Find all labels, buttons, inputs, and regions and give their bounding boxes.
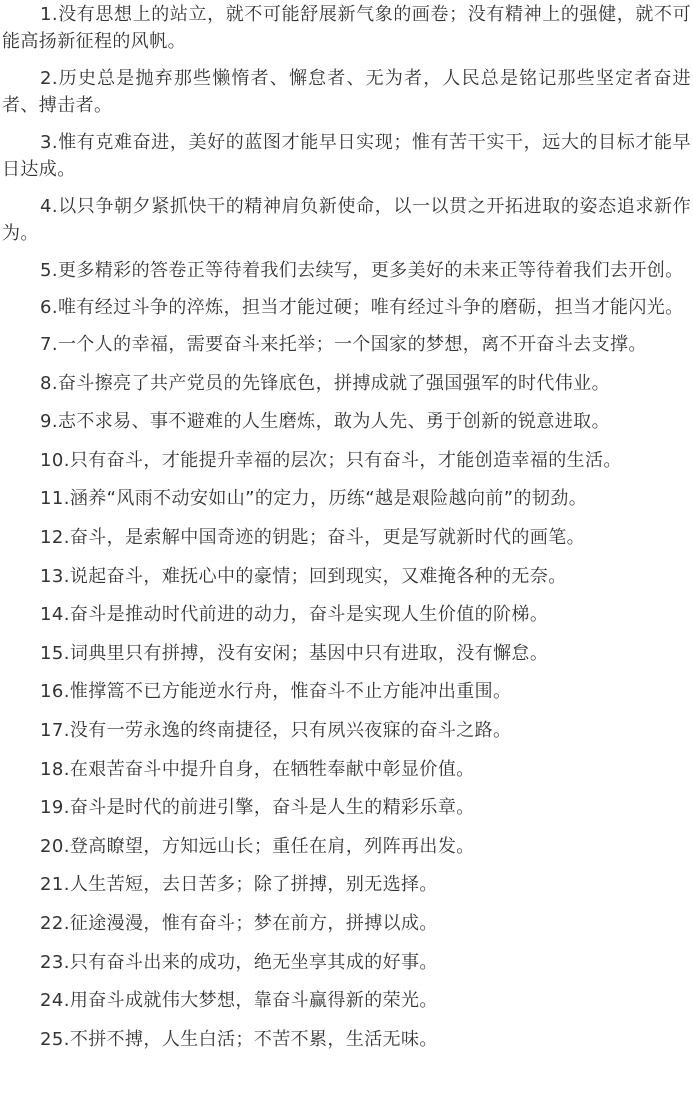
paragraph-18: 18.在艰苦奋斗中提升自身，在牺牲奉献中彰显价值。 <box>40 758 475 780</box>
paragraph-3: 3.惟有克难奋进，美好的蓝图才能早日实现；惟有苦干实干，远大的目标才能早日达成。 <box>2 132 691 180</box>
paragraph-7: 7.一个人的幸福，需要奋斗来托举；一个国家的梦想，离不开奋斗去支撑。 <box>40 334 647 355</box>
paragraph-23: 23.只有奋斗出来的成功，绝无坐享其成的好事。 <box>40 951 438 973</box>
paragraph-4: 4.以只争朝夕紧抓快干的精神肩负新使命，以一以贯之开拓进取的姿态追求新作为。 <box>2 196 691 244</box>
paragraph-17: 17.没有一劳永逸的终南捷径，只有夙兴夜寐的奋斗之路。 <box>40 719 512 741</box>
paragraph-10: 10.只有奋斗，才能提升幸福的层次；只有奋斗，才能创造幸福的生活。 <box>40 449 622 471</box>
paragraph-14: 14.奋斗是推动时代前进的动力，奋斗是实现人生价值的阶梯。 <box>40 604 549 626</box>
paragraph-22: 22.征途漫漫，惟有奋斗；梦在前方，拼搏以成。 <box>40 912 438 934</box>
paragraph-21: 21.人生苦短，去日苦多；除了拼搏，别无选择。 <box>40 874 438 896</box>
paragraph-6: 6.唯有经过斗争的淬炼，担当才能过硬；唯有经过斗争的磨砺，担当才能闪光。 <box>40 297 684 318</box>
paragraph-25: 25.不拼不搏，人生白活；不苦不累，生活无味。 <box>40 1028 438 1050</box>
paragraph-12: 12.奋斗，是索解中国奇迹的钥匙；奋斗，更是写就新时代的画笔。 <box>40 526 586 548</box>
paragraph-15: 15.词典里只有拼搏，没有安闲；基因中只有进取，没有懈怠。 <box>40 642 549 664</box>
paragraph-20: 20.登高瞭望，方知远山长；重任在肩，列阵再出发。 <box>40 835 475 857</box>
paragraph-5: 5.更多精彩的答卷正等待着我们去续写，更多美好的未来正等待着我们去开创。 <box>40 260 684 281</box>
paragraph-1: 1.没有思想上的站立，就不可能舒展新气象的画卷；没有精神上的强健，就不可能高扬新征程的风帆。 <box>2 4 691 52</box>
paragraph-13: 13.说起奋斗，难抚心中的豪情；回到现实，又难掩各种的无奈。 <box>40 565 567 587</box>
paragraph-19: 19.奋斗是时代的前进引擎，奋斗是人生的精彩乐章。 <box>40 797 475 819</box>
paragraph-24: 24.用奋斗成就伟大梦想，靠奋斗赢得新的荣光。 <box>40 990 438 1012</box>
paragraph-8: 8.奋斗擦亮了共产党员的先锋底色，拼搏成就了强国强军的时代伟业。 <box>40 372 610 394</box>
document-body <box>2 0 691 1064</box>
paragraph-2: 2.历史总是抛弃那些懒惰者、懈怠者、无为者，人民总是铭记那些坚定者奋进者、搏击者。 <box>2 68 691 116</box>
paragraph-11: 11.涵养“风雨不动安如山”的定力，历练“越是艰险越向前”的韧劲。 <box>40 488 588 510</box>
paragraph-9: 9.志不求易、事不避难的人生磨炼，敢为人先、勇于创新的锐意进取。 <box>40 411 610 433</box>
paragraph-16: 16.惟撑篙不已方能逆水行舟，惟奋斗不止方能冲出重围。 <box>40 681 512 703</box>
